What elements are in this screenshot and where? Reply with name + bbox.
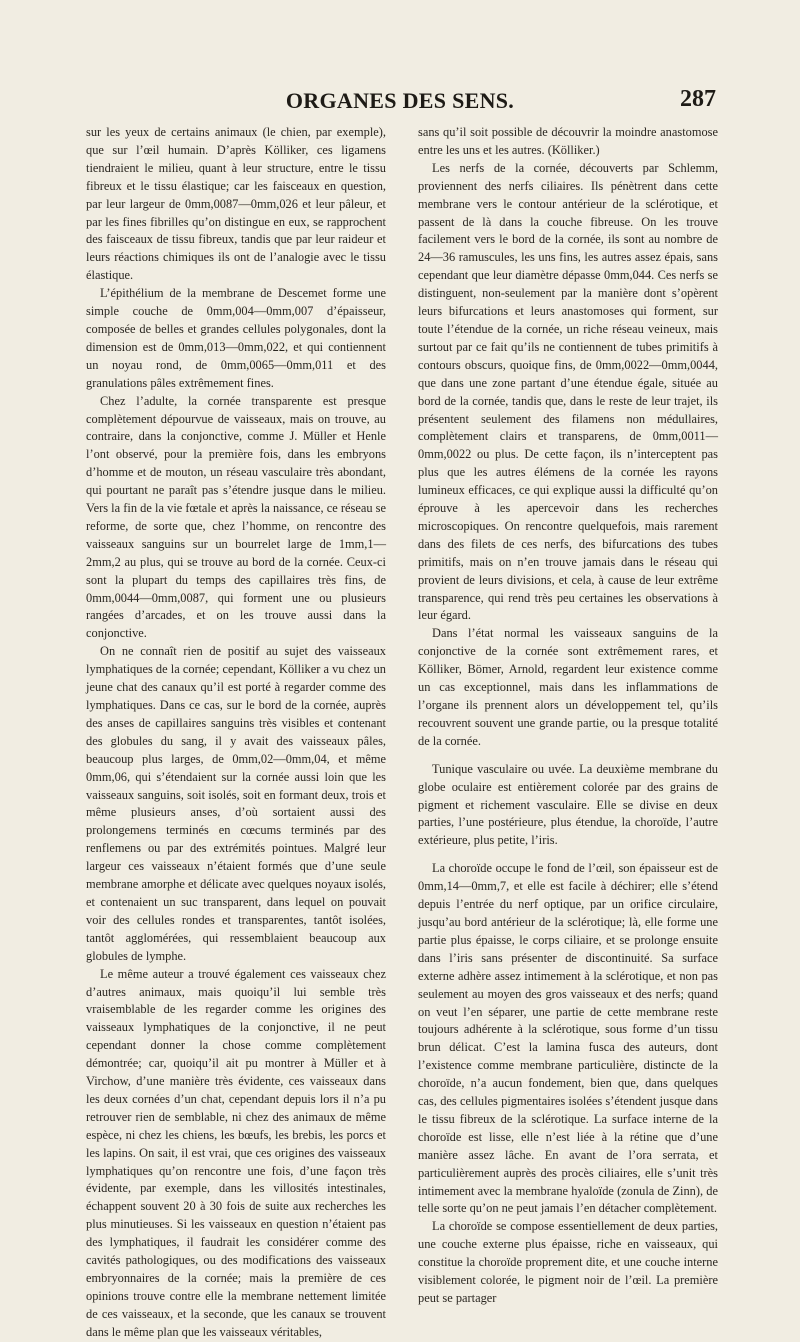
right-column bbox=[418, 124, 718, 1308]
paragraph-choroide-parts: La choroïde se compose essentiellement de deux parties, une couche externe plus épaisse, riche en vaisseaux, qui constitue la choroïde proprement dite, et une couche interne visiblement colorée, le pigment noir de l’œil. La première peut se partager bbox=[418, 1219, 718, 1305]
left-column bbox=[86, 124, 386, 1342]
paragraph-cornea-nerves: Les nerfs de la cornée, découverts par Schlemm, proviennent des nerfs ciliaires. Ils pénètrent dans cette membrane vers le contour antérieur de la sclérotique, et passent de là dans la couche fibreuse. On les trouve facilement vers le bord de la cornée, ils sont au nombre de 24—36 ramuscules, les uns fins, les autres assez épais, sans cependant que leur diamètre dépasse 0mm,044. Ces nerfs se distinguent, non-seulement par la manière dont s’opèrent leurs bifurcations et leurs anastomoses qui forment, sur toute l’étendue de la cornée, un riche réseau veineux, mais surtout par ce fait qu’ils ne contiennent de tubes primitifs à contours obscurs, quoique fins, de 0mm,0022—0mm,0044, que dans une zone partant d’une étendue égale, située au bord de la cornée, tandis que, dans le reste de leur trajet, ils présentent seulement des filamens non médullaires, complètement clairs et transparens, de 0mm,0011—0mm,0022 ou plus. De cette façon, ils n’interceptent pas plus que les autres élémens de la cornée les rayons lumineux efficaces, ce qui explique aussi la difficulté qu’on éprouve à les apercevoir dans les recherches microscopiques. On rencontre quelquefois, mais rarement dans des filets de ces nerfs, des bifurcations des tubes primitifs, mais on n’en trouve jamais dans le réseau qui provient de leurs divisions, et cela, à cause de leur extrême transparence, qui rend très peu certaines les observations à leur égard. bbox=[418, 160, 718, 623]
paragraph-continued: sans qu’il soit possible de découvrir la moindre anastomose entre les uns et les autres. (Kölliker.) bbox=[418, 125, 718, 157]
paragraph-tunique-vasculaire: Tunique vasculaire ou uvée. La deuxième membrane du globe oculaire est entièrement colorée par des grains de pigment et richement vasculaire. Elle se divise en deux parties, l’une postérieure, plus étendue, la choroïde, l’autre extérieure, plus petite, l’iris. bbox=[418, 761, 718, 848]
paragraph-same-author: Le même auteur a trouvé également ces vaisseaux chez d’autres animaux, mais quoiqu’il lui semble très vraisemblable de les regarder comme les origines des vaisseaux lymphatiques de la conjonctive, il ne peut cependant donner la chose comme complètement démontrée; car, quoiqu’il ait pu montrer à Müller et à Virchow, d’une manière très évidente, ces vaisseaux dans les deux cornées d’un chat, cependant depuis lors il n’a pu retrouver rien de semblable, ni chez des animaux de même espèce, ni chez les chiens, les bœufs, les brebis, les porcs et les lapins. On sait, il est vrai, que ces origines des vaisseaux lymphatiques qu’on rencontre une fois, d’une façon très évidente, par exemple, dans les villosités intestinales, échappent souvent 20 à 30 fois de suite aux recherches les plus minutieuses. Si les vaisseaux en question n’étaient pas des lymphatiques, il faudrait les considérer comme des cavités pathologiques, ou des modifications des vaisseaux embryonnaires de la cornée; mais la première de ces opinions trouve contre elle la membrane nettement limitée de ces vaisseaux, et la seconde, que les canaux se trouvent dans le même plan que les vaisseaux véritables, bbox=[86, 966, 386, 1339]
page-header bbox=[84, 88, 716, 118]
paragraph-choroide: La choroïde occupe le fond de l’œil, son épaisseur est de 0mm,14—0mm,7, et elle est facile à déchirer; elle s’étend depuis l’entrée du nerf optique, par un orifice circulaire, jusqu’au bord antérieur de la sclérotique; là, elle forme une partie plus épaisse, le corps ciliaire, et se prolonge ensuite dans l’iris sans présenter de discontinuité. Sa surface externe adhère assez intimement à la sclérotique, et non pas seulement au moyen des gros vaisseaux et des nerfs; quand on veut l’en séparer, une partie de cette membrane reste toujours adhérente à la sclérotique, sous forme d’un tissu brun délicat. C’est la lamina fusca des auteurs, dont l’existence comme membrane particulière, distincte de la choroïde, n’a aucun fondement, bien que, dans quelques cas, des cellules pigmentaires isolées s’étendent jusque dans le tissu fibreux de la sclérotique. La surface interne de la choroïde est lisse, elle n’est liée à la rétine que d’une manière assez lâche. En avant de l’ora serrata, et particulièrement auprès des procès ciliaires, elle s’unit très intimement avec la membrane hyaloïde (zonula de Zinn), de telle sorte qu’on ne peut jamais l’en détacher complètement. bbox=[418, 861, 718, 1216]
paragraph-lymphatics: On ne connaît rien de positif au sujet des vaisseaux lymphatiques de la cornée; cependant, Kölliker a vu chez un jeune chat des canaux qu’il est porté à regarder comme des lymphatiques. Dans ce cas, sur le bord de la cornée, auprès des anses de capillaires sanguins très visibles et contenant des globules du sang, il y avait des vaisseaux pâles, beaucoup plus larges, de 0mm,02—0mm,04, et même 0mm,06, qui s’étendaient sur la cornée aussi loin que les vaisseaux sanguins, soit isolés, soit en formant deux, trois et même plusieurs anses, d’où sortaient aussi des prolongemens terminés en cœcums terminés par des renflemens ou par des extrémités pointues. Malgré leur largeur ces vaisseaux n’étaient formés que d’une seule membrane amorphe et délicate avec quelques noyaux isolés, et contenaient un suc transparent, dans lequel on pouvait voir des cellules rondes et transparentes, tantôt isolées, tantôt agglomérées, qui ressemblaient beaucoup aux globules de lymphe. bbox=[86, 644, 386, 963]
page-number: 287 bbox=[680, 86, 716, 112]
paragraph-descemet-epithelium: L’épithélium de la membrane de Descemet forme une simple couche de 0mm,004—0mm,007 d’épaisseur, composée de belles et grandes cellules polygonales, dont la dimension est de 0mm,013—0mm,022, et qui contiennent un noyau rond, de 0mm,0065—0mm,011 et des granulations pâles extrêmement fines. bbox=[86, 286, 386, 390]
paragraph-conjunctiva-vessels: Dans l’état normal les vaisseaux sanguins de la conjonctive de la cornée sont extrêmement rares, et Kölliker, Bömer, Arnold, regardent leur existence comme un cas exceptionnel, mais dans les inflammations de l’organe ils prennent alors un développement tel, qu’ils recouvrent souvent une grande partie, ou la presque totalité de la cornée. bbox=[418, 626, 718, 748]
paragraph-cornea-vessels: Chez l’adulte, la cornée transparente est presque complètement dépourvue de vaisseaux, mais on trouve, au contraire, dans la conjonctive, comme J. Müller et Henle l’ont observé, pour la première fois, dans les embryons d’homme et de mouton, un réseau vasculaire très abondant, qui pourtant ne paraît pas s’étendre jusque dans le milieu. Vers la fin de la vie fœtale et après la naissance, ce réseau se reforme, de sorte que, chez l’homme, on rencontre des vaisseaux sanguins sur un bourrelet large de 1mm,1—2mm,2 au plus, qui se trouve au bord de la cornée. Ceux-ci sont la plupart du temps des capillaires très fins, de 0mm,0044—0mm,0087, qui forment une ou plusieurs rangées d’arcades, et on les trouve aussi dans la conjonctive. bbox=[86, 393, 386, 641]
running-title: ORGANES DES SENS. bbox=[285, 88, 515, 113]
paragraph-continued: sur les yeux de certains animaux (le chien, par exemple), que sur l’œil humain. D’après Kölliker, ces ligamens tiendraient le milieu, quant à leur structure, entre le tissu fibreux et le tissu élastique; car les faisceaux en question, par leur largeur de 0mm,0087—0mm,026 et leur pâleur, et par les fines fibrilles qu’on distingue en eux, se rapprochent des faisceaux de tissu fibreux, tandis que par leur raideur et leurs réactions chimiques ils ont de l’analogie avec le tissu élastique. bbox=[86, 125, 386, 283]
